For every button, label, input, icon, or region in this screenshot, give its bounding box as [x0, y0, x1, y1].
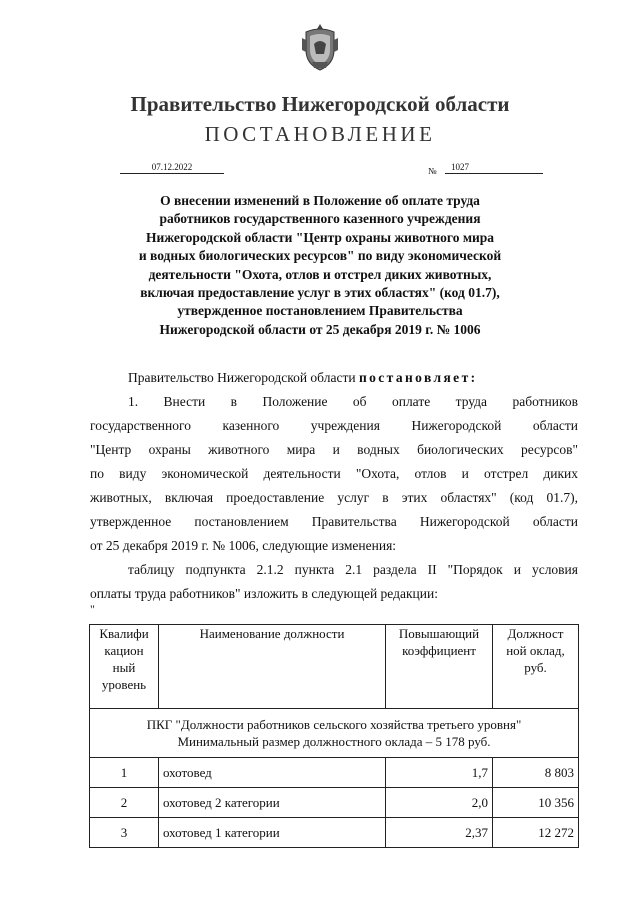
item1-line: "Центр охраны животного мира и водных биологических ресурсов" [90, 442, 578, 457]
intro-verb: постановляет: [358, 370, 478, 385]
document-type: ПОСТАНОВЛЕНИЕ [204, 122, 436, 146]
document-date: 07.12.2022 [120, 162, 224, 174]
cell-salary: 8 803 [493, 758, 579, 788]
subject-line: утвержденное постановлением Правительства [177, 303, 463, 319]
wage-table [89, 624, 579, 848]
header-level: Квалифи кацион ный уровень [90, 625, 159, 709]
cell-level: 1 [90, 758, 159, 788]
table-row [90, 818, 579, 848]
subject-line: О внесении изменений в Положение об оплате труда [160, 193, 480, 208]
coat-of-arms-icon [300, 22, 340, 72]
cell-coefficient: 1,7 [386, 758, 493, 788]
cell-level: 3 [90, 818, 159, 848]
cell-salary: 10 356 [493, 788, 579, 818]
item1-line: государственного казенного учреждения Нижегородской области [90, 418, 578, 433]
header-salary: Должност ной оклад, руб. [493, 625, 579, 709]
intro-paragraph [90, 366, 578, 390]
item1-line: по виду экономической деятельности "Охота, отлов и отстрел диких [90, 466, 578, 481]
document-number: 1027 [445, 162, 543, 174]
item1-line: утвержденное постановлением Правительства Нижегородской области [90, 514, 578, 529]
group-title: ПКГ "Должности работников сельского хозяйства третьего уровня" Минимальный размер должностного оклада – 5 178 руб. [90, 709, 579, 758]
cell-level: 2 [90, 788, 159, 818]
subject-line: Нижегородской области от 25 декабря 2019 г. № 1006 [159, 321, 481, 337]
cell-coefficient: 2,0 [386, 788, 493, 818]
cell-position: охотовед 1 категории [159, 818, 386, 848]
cell-position: охотовед 2 категории [159, 788, 386, 818]
subject-line: Нижегородской области "Центр охраны животного мира [145, 229, 495, 245]
header-coefficient: Повышающий коэффициент [386, 625, 493, 709]
table-intro-line: таблицу подпункта 2.1.2 пункта 2.1 раздела II "Порядок и условия [128, 562, 578, 577]
header-position: Наименование должности [159, 625, 386, 709]
table-intro-line: оплаты труда работников" изложить в следующей редакции: [90, 586, 438, 601]
subject-line: и водных биологических ресурсов" по виду экономической [138, 248, 502, 264]
intro-text: Правительство Нижегородской области [128, 370, 356, 385]
table-header-row [90, 625, 579, 709]
table-row [90, 758, 579, 788]
cell-coefficient: 2,37 [386, 818, 493, 848]
table-group-row [90, 709, 579, 758]
subject-line: деятельности "Охота, отлов и отстрел диких животных, [148, 266, 492, 282]
item1-line: от 25 декабря 2019 г. № 1006, следующие изменения: [90, 538, 397, 553]
subject-line: работников государственного казенного учреждения [159, 211, 481, 227]
document-body [90, 366, 578, 606]
item1-line: животных, включая проедоставление услуг в этих областях" (код 01.7), [90, 490, 578, 505]
number-prefix: № [428, 166, 437, 176]
opening-quote: " [90, 602, 95, 616]
document-subject [80, 192, 560, 339]
table-row [90, 788, 579, 818]
item1-line: 1. Внести в Положение об оплате труда работников [128, 394, 578, 409]
government-title: Правительство Нижегородской области [130, 92, 510, 116]
cell-position: охотовед [159, 758, 386, 788]
cell-salary: 12 272 [493, 818, 579, 848]
subject-line: включая предоставление услуг в этих областях" (код 01.7), [140, 285, 500, 301]
